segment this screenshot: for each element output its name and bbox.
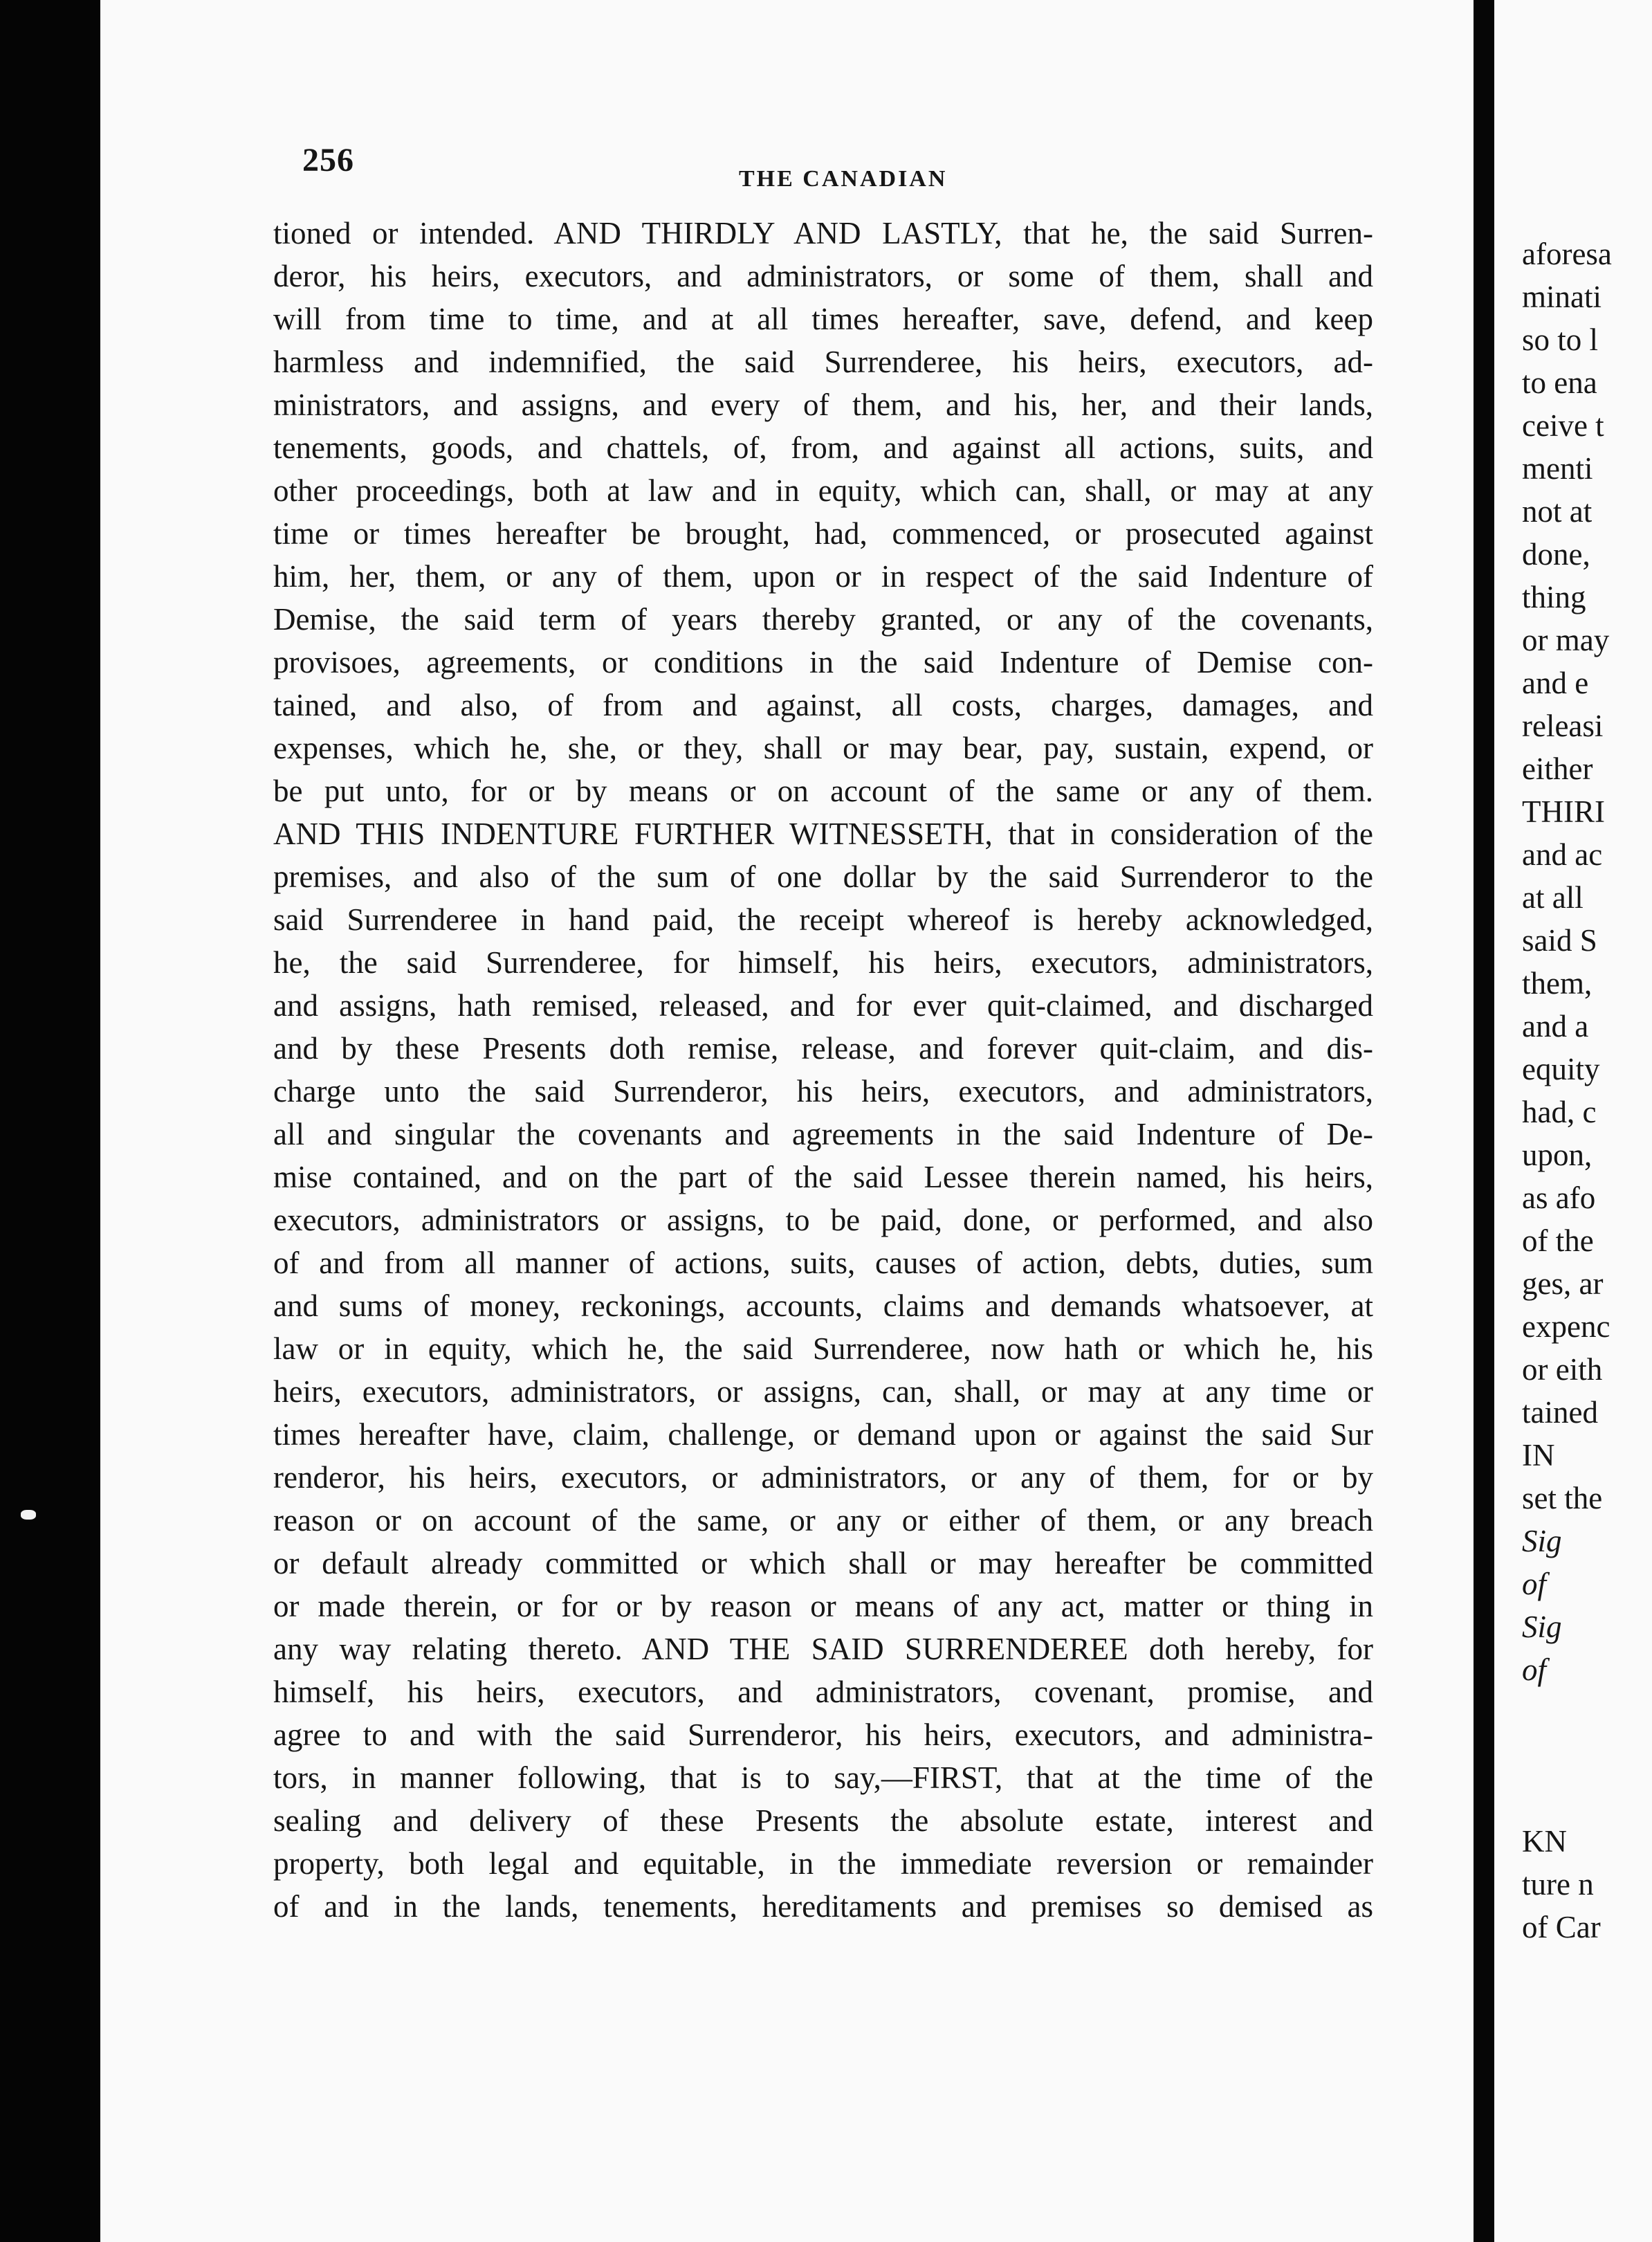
right-line: ture n	[1522, 1867, 1594, 1902]
right-line: tained	[1522, 1395, 1598, 1430]
right-line: of	[1522, 1567, 1547, 1601]
right-line: of Car	[1522, 1910, 1601, 1944]
right-line	[1522, 1691, 1652, 1734]
right-line: had, c	[1522, 1095, 1597, 1129]
right-line: so to l	[1522, 322, 1599, 357]
right-line: to ena	[1522, 365, 1597, 400]
body-line: sealing and delivery of these Presents the absolute estate, interest and	[273, 1803, 1373, 1838]
body-line: and sums of money, reckonings, accounts, claims and demands whatsoever, at	[273, 1288, 1373, 1323]
body-line: agree to and with the said Surrenderor, his heirs, executors, and administra-	[273, 1717, 1373, 1752]
right-line: equity	[1522, 1052, 1600, 1086]
body-line: renderor, his heirs, executors, or administrators, or any of them, for or by	[273, 1460, 1373, 1495]
body-line: tors, in manner following, that is to say,—FIRST, that at the time of the	[273, 1760, 1373, 1795]
right-line: said S	[1522, 923, 1597, 958]
body-line: or default already committed or which shall or may hereafter be committed	[273, 1546, 1373, 1580]
body-line: mise contained, and on the part of the said Lessee therein named, his heirs,	[273, 1160, 1373, 1194]
right-line: Sig	[1522, 1610, 1562, 1644]
body-line: any way relating thereto. AND THE SAID SURRENDEREE doth hereby, for	[273, 1632, 1373, 1666]
right-page-text	[1522, 233, 1652, 1949]
body-line: will from time to time, and at all times hereafter, save, defend, and keep	[273, 302, 1373, 336]
right-line: of	[1522, 1652, 1547, 1687]
body-line: times hereafter have, claim, challenge, or demand upon or against the said Sur	[273, 1417, 1373, 1452]
scan-left-border	[0, 0, 100, 2242]
body-line: charge unto the said Surrenderor, his heirs, executors, and administrators,	[273, 1074, 1373, 1109]
body-line: harmless and indemnified, the said Surrenderee, his heirs, executors, ad-	[273, 345, 1373, 379]
right-line: or may	[1522, 623, 1610, 657]
body-line: executors, administrators or assigns, to be paid, done, or performed, and also	[273, 1203, 1373, 1237]
right-line: ceive t	[1522, 408, 1604, 443]
body-line: he, the said Surrenderee, for himself, his heirs, executors, administrators,	[273, 945, 1373, 980]
body-line: be put unto, for or by means or on account of the same or any of them.	[273, 774, 1373, 808]
right-line: releasi	[1522, 709, 1604, 743]
right-line: ges, ar	[1522, 1266, 1604, 1301]
body-line: reason or on account of the same, or any or either of them, or any breach	[273, 1503, 1373, 1538]
right-line: as afo	[1522, 1181, 1596, 1215]
scan-speck	[21, 1510, 36, 1520]
body-line: property, both legal and equitable, in the immediate reversion or remainder	[273, 1846, 1373, 1881]
right-line	[1522, 1777, 1652, 1820]
body-line: other proceedings, both at law and in equity, which can, shall, or may at any	[273, 473, 1373, 508]
running-head: THE CANADIAN	[739, 166, 948, 192]
body-line: and assigns, hath remised, released, and for ever quit-claimed, and discharged	[273, 988, 1373, 1023]
right-line: at all	[1522, 880, 1584, 915]
body-line: ministrators, and assigns, and every of them, and his, her, and their lands,	[273, 388, 1373, 422]
right-line: and e	[1522, 666, 1589, 700]
body-line: law or in equity, which he, the said Surrenderee, now hath or which he, his	[273, 1331, 1373, 1366]
right-line: upon,	[1522, 1138, 1593, 1172]
body-line: tained, and also, of from and against, all costs, charges, damages, and	[273, 688, 1373, 722]
right-line: KN	[1522, 1824, 1567, 1859]
page-number: 256	[302, 142, 354, 179]
body-line: of and in the lands, tenements, hereditaments and premises so demised as	[273, 1889, 1373, 1924]
right-line: done,	[1522, 537, 1590, 572]
body-line: and by these Presents doth remise, release, and forever quit-claim, and dis-	[273, 1031, 1373, 1066]
right-line: expenc	[1522, 1309, 1610, 1344]
page-gutter	[1474, 0, 1494, 2242]
body-line: tenements, goods, and chattels, of, from, and against all actions, suits, and	[273, 430, 1373, 465]
right-line: Sig	[1522, 1524, 1562, 1558]
body-text	[273, 212, 1373, 1928]
body-line: Demise, the said term of years thereby granted, or any of the covenants,	[273, 602, 1373, 637]
right-line: minati	[1522, 280, 1601, 314]
body-line: time or times hereafter be brought, had, commenced, or prosecuted against	[273, 516, 1373, 551]
body-line: or made therein, or for or by reason or means of any act, matter or thing in	[273, 1589, 1373, 1623]
body-line: all and singular the covenants and agreements in the said Indenture of De-	[273, 1117, 1373, 1151]
right-line: THIRI	[1522, 794, 1605, 829]
right-page	[1494, 0, 1652, 2242]
right-line: thing	[1522, 580, 1586, 614]
right-line: them,	[1522, 966, 1593, 1001]
right-line: IN	[1522, 1438, 1555, 1473]
right-line: or eith	[1522, 1352, 1603, 1387]
right-line: set the	[1522, 1481, 1603, 1515]
right-line: aforesa	[1522, 237, 1612, 271]
body-line: said Surrenderee in hand paid, the receipt whereof is hereby acknowledged,	[273, 902, 1373, 937]
body-line: of and from all manner of actions, suits, causes of action, debts, duties, sum	[273, 1246, 1373, 1280]
right-line	[1522, 1734, 1652, 1777]
right-line: either	[1522, 751, 1593, 786]
right-line: of the	[1522, 1223, 1594, 1258]
body-line: him, her, them, or any of them, upon or in respect of the said Indenture of	[273, 559, 1373, 594]
body-line: himself, his heirs, executors, and administrators, covenant, promise, and	[273, 1675, 1373, 1709]
right-line: not at	[1522, 494, 1593, 529]
body-line: provisoes, agreements, or conditions in the said Indenture of Demise con-	[273, 645, 1373, 680]
body-line: tioned or intended. AND THIRDLY AND LASTLY, that he, the said Surren-	[273, 216, 1373, 250]
right-line: and a	[1522, 1009, 1589, 1043]
body-line: AND THIS INDENTURE FURTHER WITNESSETH, that in consideration of the	[273, 817, 1373, 851]
right-line: menti	[1522, 451, 1593, 486]
body-line: expenses, which he, she, or they, shall or may bear, pay, sustain, expend, or	[273, 731, 1373, 765]
right-line: and ac	[1522, 837, 1603, 872]
body-line: premises, and also of the sum of one dollar by the said Surrenderor to the	[273, 859, 1373, 894]
body-line: heirs, executors, administrators, or assigns, can, shall, or may at any time or	[273, 1374, 1373, 1409]
body-line: deror, his heirs, executors, and administrators, or some of them, shall and	[273, 259, 1373, 293]
